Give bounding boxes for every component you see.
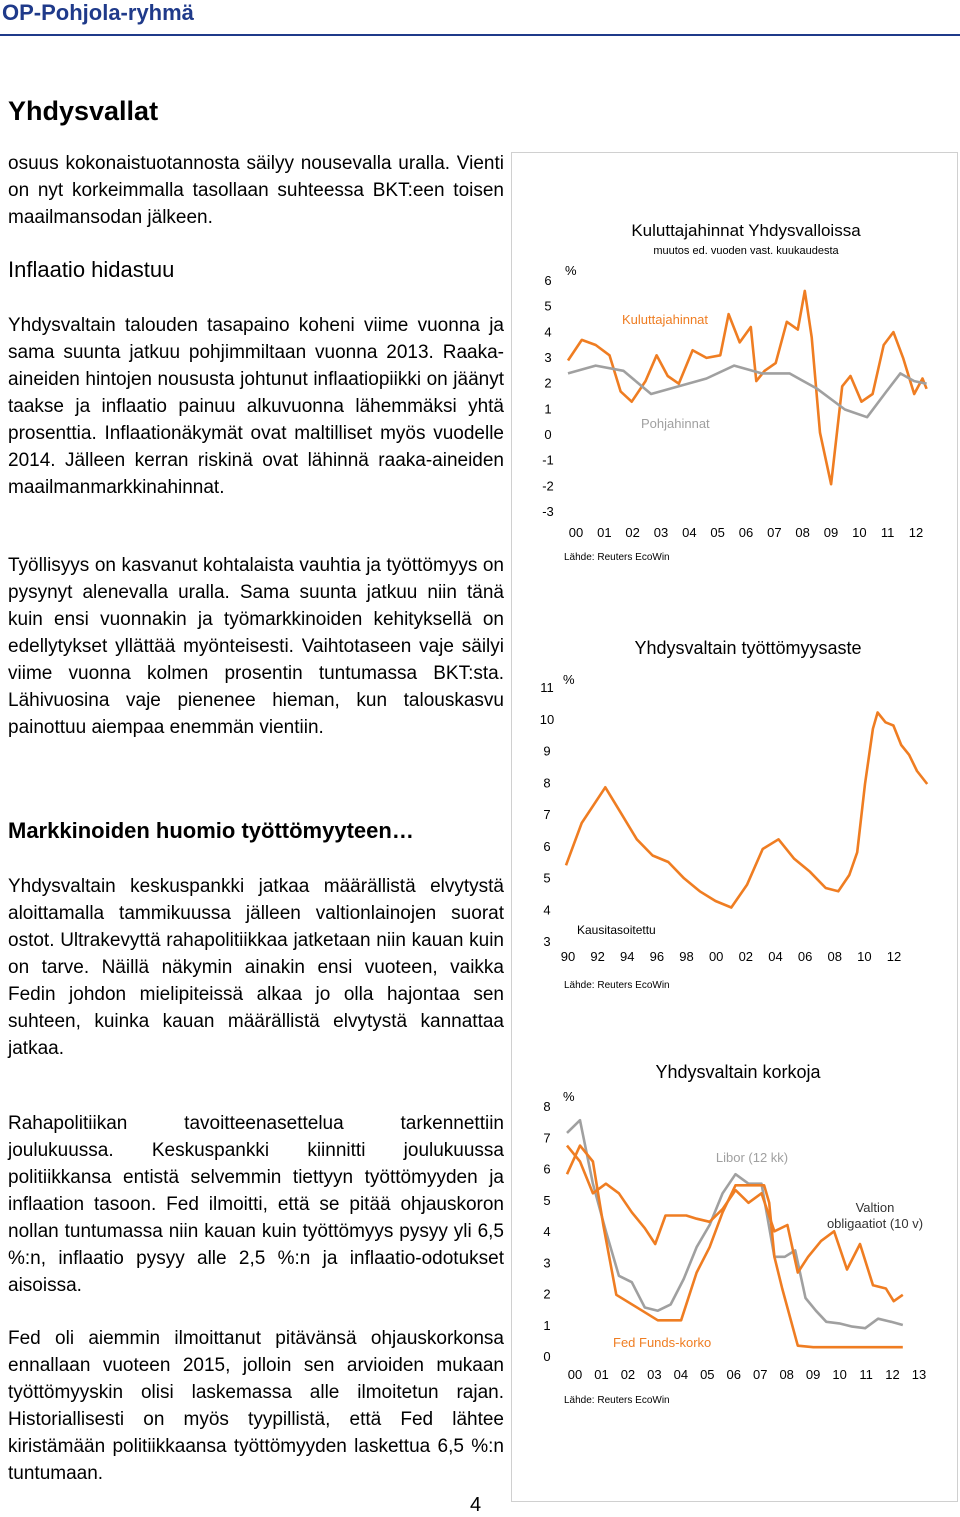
paragraph-5-text: Rahapolitiikan tavoitteenasettelua tarkennettiin joulukuussa. Keskuspankki kiinnitti joulukuussa politiikkansa entistä selvemmin tiettyyn työttömyyden ja inflaation tasoon. Fed ilmoitti, että se pitää ohjauskoron nollan tuntumassa niin kauan kuin työttömyys pysyy yli 6,5 %:n, inflaatio pysyy alle 2,5 %:n ja inflaatio-odotukset aisoissa. <box>8 1113 504 1296</box>
chart1-title: Kuluttajahinnat Yhdysvalloissa <box>631 221 861 240</box>
organization-title: OP-Pohjola-ryhmä <box>2 0 194 25</box>
paragraph-1-text: osuus kokonaistuotannosta säilyy nousevalla uralla. Vienti on nyt korkeimmalla tasollaan suhteessa BKT:een toisen maailmansodan jälkeen. <box>8 153 504 228</box>
paragraph-6-text: Fed oli aiemmin ilmoittanut pitävänsä ohjauskorkonsa ennallaan vuoteen 2015, jolloin sen arvioiden mukaan työttömyyskin olisi laskemassa alle ilmoitetun rajan. Historiallisesti on myös tyypillistä, että Fed lähtee kiristämään politiikkaansa työttömyyden laskettua 6,5 %:n tuntumaan. <box>8 1328 504 1484</box>
chart2-x-tick-label: 08 <box>827 949 842 964</box>
chart3-y-tick-label: 0 <box>543 1349 551 1364</box>
paragraph-4-text: Yhdysvaltain keskuspankki jatkaa määrällistä elvytystä aloittamalla tammikuussa jälleen valtionlainojen suorat ostot. Ultrakevyttä rahapolitiikkaa jatketaan niin kauan kuin on tarve. Näillä näkymin ainakin ensi vuoteen, vaikka Fedin johdon mielipiteissä alkaa jo olla hajontaa sen suhteen, kuinka kauan määrällistä elvytystä kannattaa jatkaa. <box>8 876 504 1059</box>
chart3-series-label: Fed Funds-korko <box>613 1335 712 1350</box>
chart1-y-tick-label: 2 <box>544 375 552 391</box>
chart1-x-tick-label: 09 <box>823 525 839 540</box>
chart1-x-tick-label: 02 <box>625 525 640 540</box>
chart1-x-tick-label: 00 <box>568 525 584 540</box>
chart3-series-label-bond: Valtion obligaatiot (10 v) <box>826 1200 924 1231</box>
chart2-y-tick-label: 7 <box>543 807 551 822</box>
chart1-series-label: Pohjahinnat <box>641 416 710 431</box>
chart3-x-tick-label: 12 <box>885 1367 900 1382</box>
chart3-x-tick-label: 01 <box>594 1367 609 1382</box>
chart1-y-tick-label: 5 <box>544 298 552 314</box>
chart2-x-tick-label: 06 <box>797 949 813 964</box>
chart3-y-tick-label: 8 <box>543 1099 551 1114</box>
chart1-x-tick-label: 06 <box>738 525 754 540</box>
chart3-x-tick-label: 04 <box>673 1367 689 1382</box>
chart1-subtitle: muutos ed. vuoden vast. kuukaudesta <box>653 245 839 257</box>
chart1-x-tick-label: 07 <box>767 525 782 540</box>
chart3-source-label: Lähde: Reuters EcoWin <box>564 1395 670 1406</box>
chart1-y-tick-label: -1 <box>542 452 554 468</box>
heading-markets: Markkinoiden huomio työttömyyteen… <box>8 818 414 843</box>
chart2-y-tick-label: 10 <box>539 711 555 727</box>
page-number: 4 <box>470 1494 482 1516</box>
chart3-y-tick-label: 1 <box>543 1317 551 1333</box>
chart1-unit-label: % <box>565 263 577 278</box>
paragraph-3-text: Työllisyys on kasvanut kohtalaista vauhtia ja työttömyys on pysynyt alenevalla uralla. Sama suunta jatkuu niin tänä kuin ensi vuonnakin ja työmarkkinoiden kehityksellä on edellytykset yllättää myönteisesti. Vaihtotaseen vaje säilyi viime vuonna kolmen prosentin tuntumassa BKT:sta. Lähivuosina vaje pienenee hieman, kun talouskasvu painottuu aiempaa enemmän vientiin. <box>8 555 504 738</box>
chart3-x-tick-label: 05 <box>700 1367 715 1382</box>
chart2-x-tick-label: 94 <box>620 949 635 964</box>
chart3-x-tick-label: 00 <box>567 1367 583 1382</box>
chart2-unit-label: % <box>563 672 575 687</box>
chart2-series-line <box>566 713 927 908</box>
chart2-x-tick-label: 92 <box>590 949 605 964</box>
chart2-y-tick-label: 4 <box>543 902 551 918</box>
chart1-x-tick-label: 08 <box>795 525 810 540</box>
chart1-x-tick-label: 10 <box>852 525 867 540</box>
chart1-x-tick-label: 04 <box>682 525 697 540</box>
chart2-x-tick-label: 12 <box>886 949 902 964</box>
chart3-x-tick-label: 02 <box>620 1367 636 1382</box>
chart3-y-tick-label: 7 <box>543 1130 551 1146</box>
chart2-y-tick-label: 5 <box>543 870 551 886</box>
chart3-y-tick-label: 2 <box>543 1286 551 1302</box>
chart1-y-tick-label: 1 <box>544 401 552 417</box>
chart3-x-tick-label: 07 <box>752 1367 768 1382</box>
chart2-x-tick-label: 98 <box>679 949 694 964</box>
chart3-y-tick-label: 5 <box>543 1192 551 1208</box>
chart2-y-tick-label: 3 <box>543 934 551 949</box>
heading-inflation: Inflaatio hidastuu <box>8 257 175 282</box>
chart3-x-tick-label: 11 <box>859 1367 873 1382</box>
chart2-y-tick-label: 6 <box>543 838 551 854</box>
chart1-x-tick-label: 11 <box>880 525 895 540</box>
chart1-y-tick-label: 4 <box>544 324 552 340</box>
chart2-x-tick-label: 90 <box>560 949 576 964</box>
chart3-x-tick-label: 09 <box>805 1367 821 1382</box>
chart1-series-label: Kuluttajahinnat <box>622 312 709 327</box>
chart3-x-tick-label: 03 <box>647 1367 662 1382</box>
chart1-y-tick-label: -2 <box>542 478 554 494</box>
paragraph-2-text: Yhdysvaltain talouden tasapaino koheni viime vuonna ja sama suunta jatkuu pohjimmiltaan vuonna 2013. Raaka-aineiden hintojen noususta johtunut inflaatiopiikki on jäänyt taakse ja inflaatio painuu alkuvuonna lähemmäksi yhtä prosenttia. Inflaationäkymät ovat maltilliset myös vuodelle 2014. Jälleen kerran riskinä ovat lähinnä raaka-aineiden maailmanmarkkinahinnat. <box>8 315 504 498</box>
chart2-y-tick-label: 9 <box>543 743 551 759</box>
chart2-x-tick-label: 96 <box>649 949 665 964</box>
chart1-y-tick-label: 0 <box>544 427 552 442</box>
chart1-source-label: Lähde: Reuters EcoWin <box>564 552 670 563</box>
chart2-y-tick-label: 8 <box>543 775 551 791</box>
chart3-y-tick-label: 3 <box>543 1255 551 1271</box>
chart1-x-tick-label: 03 <box>653 525 669 540</box>
chart2-y-tick-label: 11 <box>540 680 554 695</box>
chart2-note-label: Kausitasoitettu <box>577 923 656 937</box>
chart1-x-tick-label: 05 <box>710 525 725 540</box>
chart3-unit-label: % <box>563 1089 575 1104</box>
chart3-x-tick-label: 08 <box>779 1367 794 1382</box>
chart2-x-tick-label: 04 <box>768 949 783 964</box>
chart1-x-tick-label: 01 <box>597 525 612 540</box>
chart2-source-label: Lähde: Reuters EcoWin <box>564 980 670 991</box>
chart3-x-tick-label: 10 <box>832 1367 847 1382</box>
chart3-series-label: Libor (12 kk) <box>715 1150 789 1165</box>
chart3-x-tick-label: 13 <box>911 1367 927 1382</box>
chart2-x-tick-label: 10 <box>857 949 872 964</box>
chart3-y-tick-label: 6 <box>543 1161 551 1177</box>
chart1-x-tick-label: 12 <box>908 525 924 540</box>
chart3-x-tick-label: 06 <box>726 1367 742 1382</box>
chart3-y-tick-label: 4 <box>543 1224 551 1239</box>
chart2-x-tick-label: 00 <box>708 949 724 964</box>
chart2-title: Yhdysvaltain työttömyysaste <box>634 638 862 658</box>
section-title: Yhdysvallat <box>8 96 159 126</box>
chart3-title: Yhdysvaltain korkoja <box>655 1062 821 1082</box>
chart1-y-tick-label: 6 <box>544 273 552 288</box>
chart1-y-tick-label: -3 <box>542 504 554 519</box>
chart2-x-tick-label: 02 <box>738 949 754 964</box>
chart1-y-tick-label: 3 <box>544 350 552 365</box>
